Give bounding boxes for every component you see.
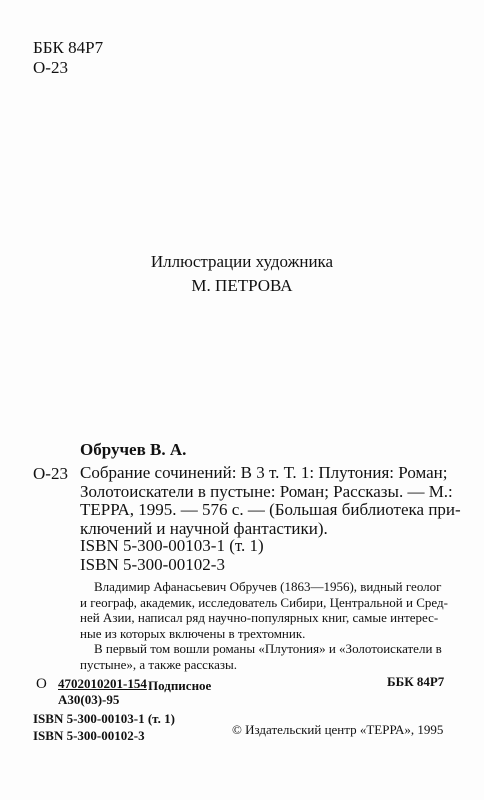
annotation-line: и географ, академик, исследователь Сибири, Центральной и Сред- <box>80 594 448 610</box>
annotation-line: ней Азии, написал ряд научно-популярных книг, самые интерес- <box>80 610 439 625</box>
isbn-block <box>80 537 264 574</box>
publisher-subcode: А30(03)-95 <box>58 692 120 707</box>
bbk-footer: ББК 84Р7 <box>387 674 445 689</box>
isbn-footer-line: ISBN 5-300-00103-1 (т. 1) <box>33 711 175 726</box>
description-line: ключений и научной фантастики). <box>80 518 328 538</box>
description-line: ТЕРРА, 1995. — 576 с. — (Большая библиотека при- <box>80 500 461 519</box>
illustrations-label: Иллюстрации художника <box>150 252 334 271</box>
isbn-line: ISBN 5-300-00103-1 (т. 1) <box>80 536 264 555</box>
annotation-line: ные из которых включены в трехтомник. <box>80 625 306 641</box>
catalog-index: О-23 <box>33 58 68 77</box>
illustrations-credit <box>0 250 484 298</box>
bbk-header <box>33 38 103 78</box>
description-line: Золотоискатели в пустыне: Роман; Рассказы. — М.: <box>80 481 453 501</box>
publisher-code: 4702010201-154 <box>58 676 147 691</box>
illustrator-name: М. ПЕТРОВА <box>191 276 293 295</box>
author-name: Обручев В. А. <box>80 440 187 459</box>
catalog-description <box>80 464 461 538</box>
bbk-code: ББК 84Р7 <box>33 38 104 57</box>
description-line: Собрание сочинений: В 3 т. Т. 1: Плутония: Роман; <box>80 463 448 482</box>
isbn-footer-line: ISBN 5-300-00102-3 <box>33 728 145 743</box>
isbn-footer <box>33 710 175 744</box>
isbn-line: ISBN 5-300-00102-3 <box>80 554 225 574</box>
copyright-notice: © Издательский центр «ТЕРРА», 1995 <box>232 722 444 737</box>
annotation-line: Владимир Афанасьевич Обручев (1863—1956), видный геолог <box>94 579 442 594</box>
o-mark: О <box>36 676 47 692</box>
annotation-line: пустыне», а также рассказы. <box>80 656 237 672</box>
catalog-index-side: О-23 <box>33 464 68 483</box>
subscription-label: Подписное <box>148 678 212 693</box>
annotation <box>80 579 448 672</box>
annotation-line: В первый том вошли романы «Плутония» и «Золотоискатели в <box>94 641 442 656</box>
